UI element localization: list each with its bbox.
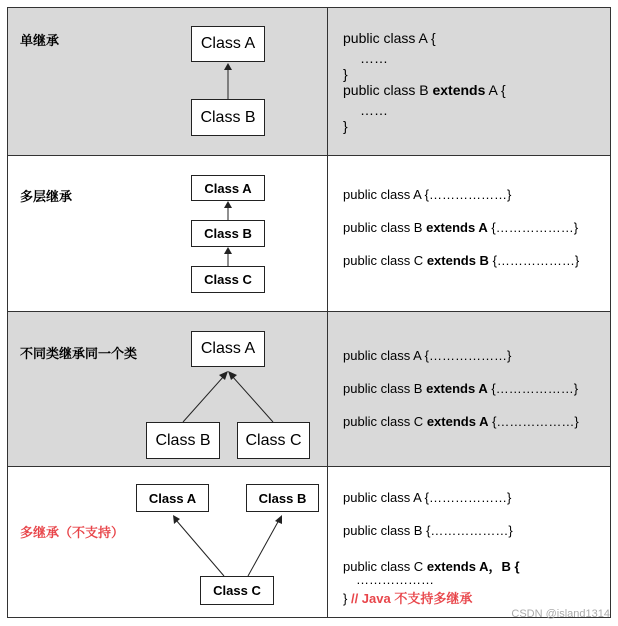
class-b-box: Class B (191, 220, 265, 247)
row-multiple-inheritance (8, 467, 610, 617)
class-c-box: Class C (237, 422, 310, 459)
code-line: public class A {………………} (343, 187, 512, 202)
code-line: } (343, 118, 348, 134)
code-line: public class A {………………} (343, 348, 512, 363)
code-line: } (343, 66, 348, 82)
row-multilevel-inheritance (8, 156, 610, 311)
java-comment: // Java 不支持多继承 (350, 591, 473, 606)
class-b-box: Class B (146, 422, 220, 459)
code-line: ……………… (356, 572, 434, 587)
code-line: …… (360, 102, 388, 118)
code-line: public class A { (343, 30, 436, 46)
class-a-box: Class A (136, 484, 209, 512)
row-title: 不同类继承同一个类 (20, 346, 138, 361)
code-line: } // Java 不支持多继承 (343, 591, 473, 606)
class-a-box: Class A (191, 331, 265, 367)
row-hierarchical-inheritance (8, 312, 610, 466)
class-a-box: Class A (191, 175, 265, 201)
inheritance-arrows (8, 8, 610, 155)
class-a-box: Class A (191, 26, 265, 62)
code-line: public class B extends A {………………} (343, 381, 579, 396)
code-line: public class C extends B {………………} (343, 253, 580, 268)
class-b-box: Class B (246, 484, 319, 512)
code-line: public class B extends A { (343, 82, 506, 98)
code-line: public class C extends A {………………} (343, 414, 579, 429)
row-single-inheritance (8, 8, 610, 155)
code-line: public class C extends A，B { (343, 559, 520, 574)
code-line: public class B extends A {………………} (343, 220, 579, 235)
row-title: 单继承 (20, 33, 60, 48)
code-line: …… (360, 50, 388, 66)
diagram-table (7, 7, 611, 618)
watermark: CSDN @island1314 (511, 608, 610, 620)
code-line: public class A {………………} (343, 490, 512, 505)
class-b-box: Class B (191, 99, 265, 136)
class-c-box: Class C (191, 266, 265, 293)
class-c-box: Class C (200, 576, 274, 605)
row-title: 多继承（不支持） (20, 525, 125, 540)
code-line: public class B {………………} (343, 523, 513, 538)
row-title: 多层继承 (20, 189, 73, 204)
